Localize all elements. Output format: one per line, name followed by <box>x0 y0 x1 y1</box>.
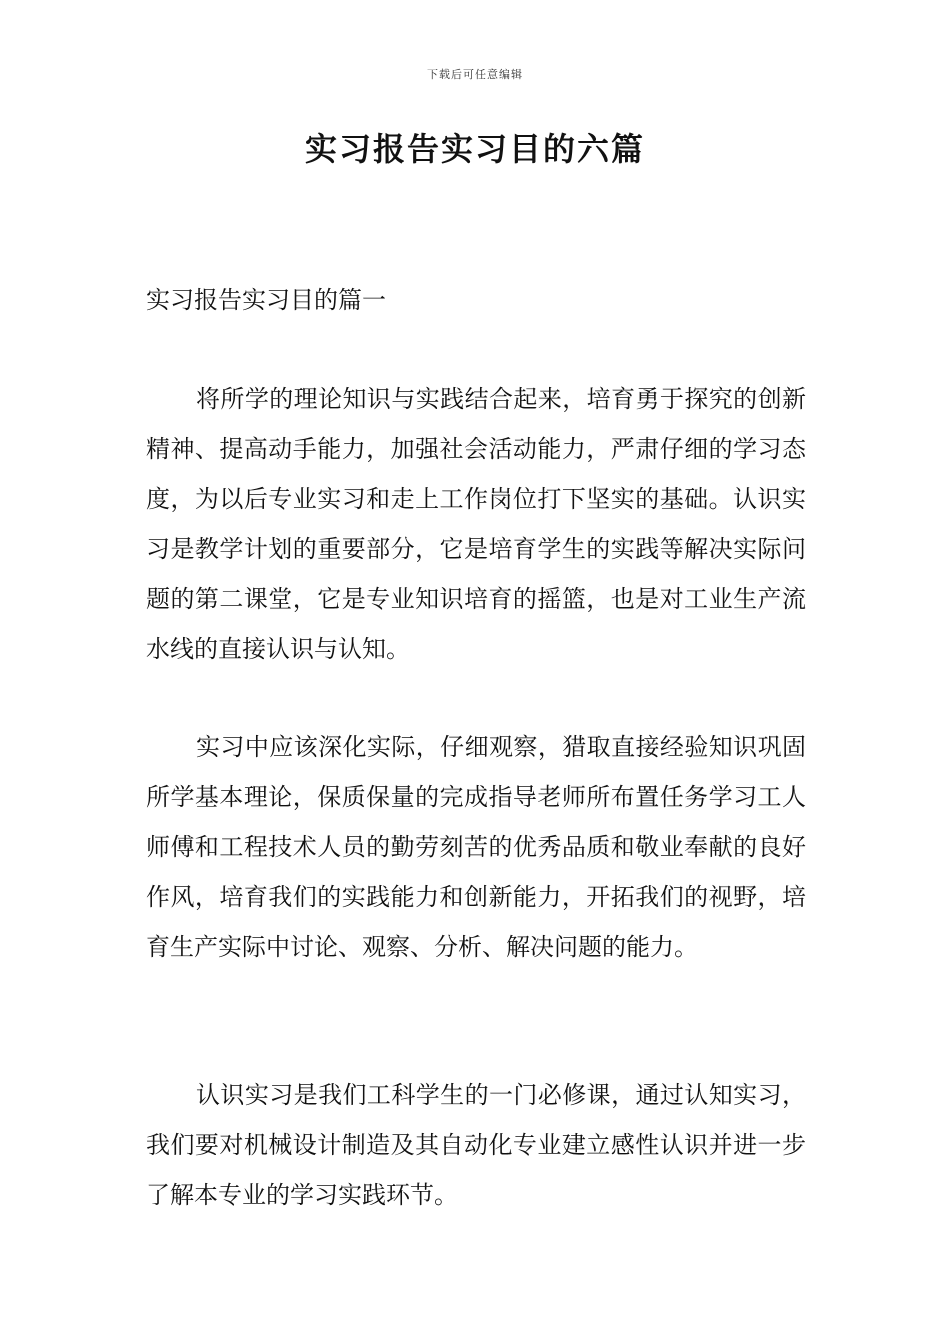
paragraph-2: 实习中应该深化实际，仔细观察，猎取直接经验知识巩固所学基本理论，保质保量的完成指导老师所布置任务学习工人师傅和工程技术人员的勤劳刻苦的优秀品质和敬业奉献的良好作风，培育我们的实践能力和创新能力，开拓我们的视野，培育生产实际中讨论、观察、分析、解决问题的能力。 <box>146 733 806 961</box>
paragraph-1: 将所学的理论知识与实践结合起来，培育勇于探究的创新精神、提高动手能力，加强社会活动能力，严肃仔细的学习态度，为以后专业实习和走上工作岗位打下坚实的基础。认识实习是教学计划的重要部分，它是培育学生的实践等解决实际问题的第二课堂，它是专业知识培育的摇篮，也是对工业生产流水线的直接认识与认知。 <box>146 385 806 663</box>
header-note: 下载后可任意编辑 <box>427 68 523 81</box>
document-title: 实习报告实习目的六篇 <box>304 130 645 168</box>
section-heading: 实习报告实习目的篇一 <box>146 286 386 314</box>
paragraph-3: 认识实习是我们工科学生的一门必修课，通过认知实习，我们要对机械设计制造及其自动化专业建立感性认识并进一步了解本专业的学习实践环节。 <box>146 1081 806 1209</box>
